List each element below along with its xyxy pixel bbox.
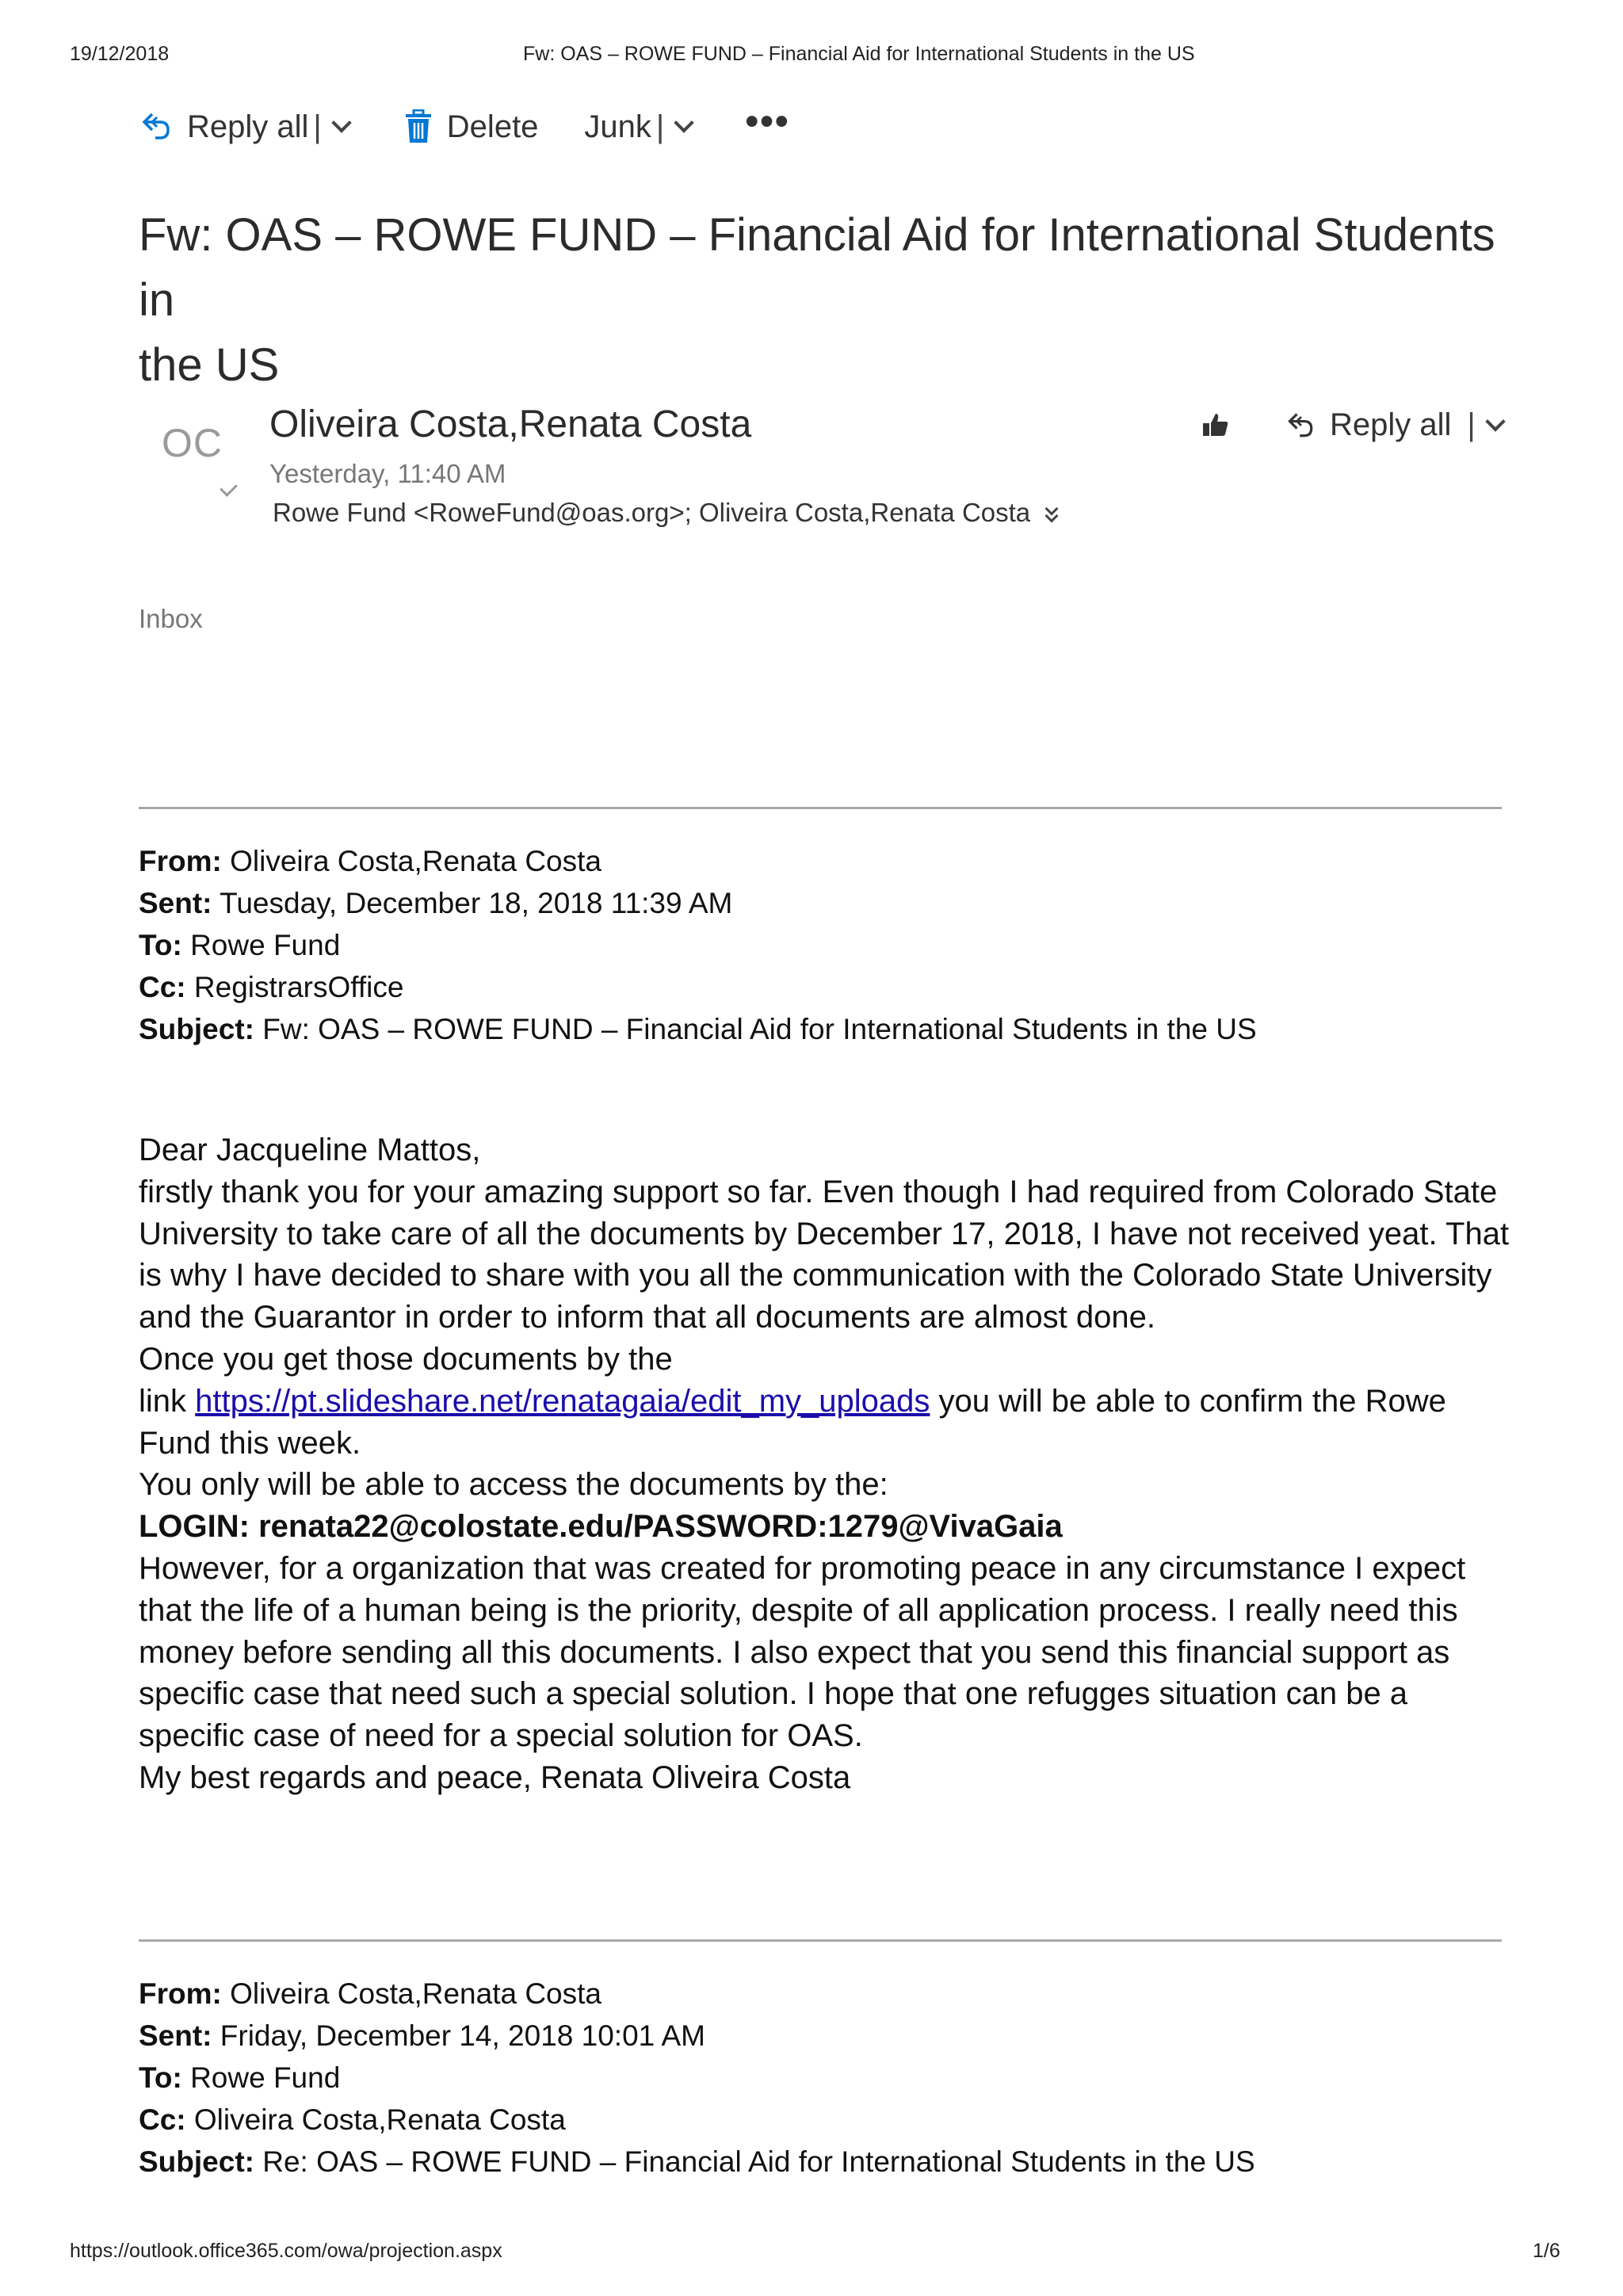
like-icon [1201,411,1230,439]
reply-all-icon [139,109,174,144]
print-title: Fw: OAS – ROWE FUND – Financial Aid for International Students in the US [523,43,1195,65]
to-line: To: Rowe Fund [139,929,341,961]
recipients-list: Rowe Fund <RoweFund@oas.org>; Oliveira Costa,Renata Costa [273,498,1031,527]
expand-recipients-icon[interactable] [1044,502,1059,523]
print-url: https://outlook.office365.com/owa/projection.aspx [70,2240,502,2262]
like-button[interactable] [1201,411,1230,443]
received-time: Yesterday, 11:40 AM [269,459,506,488]
chevron-down-icon[interactable] [331,113,351,132]
cc-line: Cc: Oliveira Costa,Renata Costa [139,2103,566,2136]
sent-line: Sent: Friday, December 14, 2018 10:01 AM [139,2019,705,2052]
sender-name[interactable]: Oliveira Costa,Renata Costa [269,403,752,445]
reply-all-button-header[interactable]: Reply all | [1285,407,1510,443]
more-icon[interactable]: ••• [745,100,790,143]
print-date: 19/12/2018 [70,43,170,65]
recipients [273,498,1059,528]
subject-line: Subject: Fw: OAS – ROWE FUND – Financial Aid for International Students in the US [139,1013,1257,1045]
message-subject: Fw: OAS – ROWE FUND – Financial Aid for International Students in the US [139,209,1495,391]
forward-header-1 [139,840,1257,1050]
reply-all-icon [1285,409,1317,442]
divider [139,1939,1502,1942]
junk-button[interactable]: Junk | [584,109,699,145]
slideshare-link[interactable]: https://pt.slideshare.net/renatagaia/edit_my_uploads [195,1383,930,1419]
login-credentials: LOGIN: renata22@colostate.edu/PASSWORD:1279@VivaGaia [139,1509,1063,1545]
reply-all-button[interactable]: Reply all | [139,109,357,145]
trash-icon [403,109,434,144]
reply-all-label: Reply all [187,109,309,144]
sent-line: Sent: Tuesday, December 18, 2018 11:39 AM [139,887,733,919]
junk-label: Junk [584,109,651,144]
to-line: To: Rowe Fund [139,2061,341,2094]
message-body: Dear Jacqueline Mattos, firstly thank you for your amazing support so far. Even though I had required from Colorado State University to take care of all the documents by December 17, 2018, I have not received yeat. That is why I have decided to share with you all the communication with the Colorado State University and the Guarantor in order to inform that all documents are almost done. Once you get those documents by the link https://pt.slideshare.net/renatagaia/edit_my_uploads you will be able to confirm the Rowe Fund this week. You only will be able to access the documents by the: LOGIN: renata22@colostate.edu/PASSWORD:1279@VivaGaia However, for a organization that was created for promoting peace in any circumstance I expect that the life of a human being is the priority, despite of all application process. I really need this money before sending all this documents. I also expect that you send this financial support as specific case that need such a special solution. I hope that one refugges situation can be a specific case of need for a special solution for OAS. My best regards and peace, Renata Oliveira Costa [139,1129,1533,1799]
message-toolbar [139,101,836,152]
chevron-down-icon[interactable] [1485,411,1505,431]
divider [139,807,1502,809]
forward-header-2 [139,1973,1255,2183]
folder-label[interactable]: Inbox [139,604,203,633]
from-line: From: Oliveira Costa,Renata Costa [139,1977,601,2010]
from-line: From: Oliveira Costa,Renata Costa [139,845,601,877]
cc-line: Cc: RegistrarsOffice [139,971,404,1003]
avatar[interactable]: OC [162,421,223,465]
delete-button[interactable] [403,109,539,145]
reply-all-label: Reply all [1330,407,1452,442]
delete-label: Delete [446,109,539,144]
chevron-down-icon[interactable] [674,113,694,132]
subject-line: Subject: Re: OAS – ROWE FUND – Financial Aid for International Students in the US [139,2145,1255,2178]
page-number: 1/6 [1533,2240,1560,2262]
